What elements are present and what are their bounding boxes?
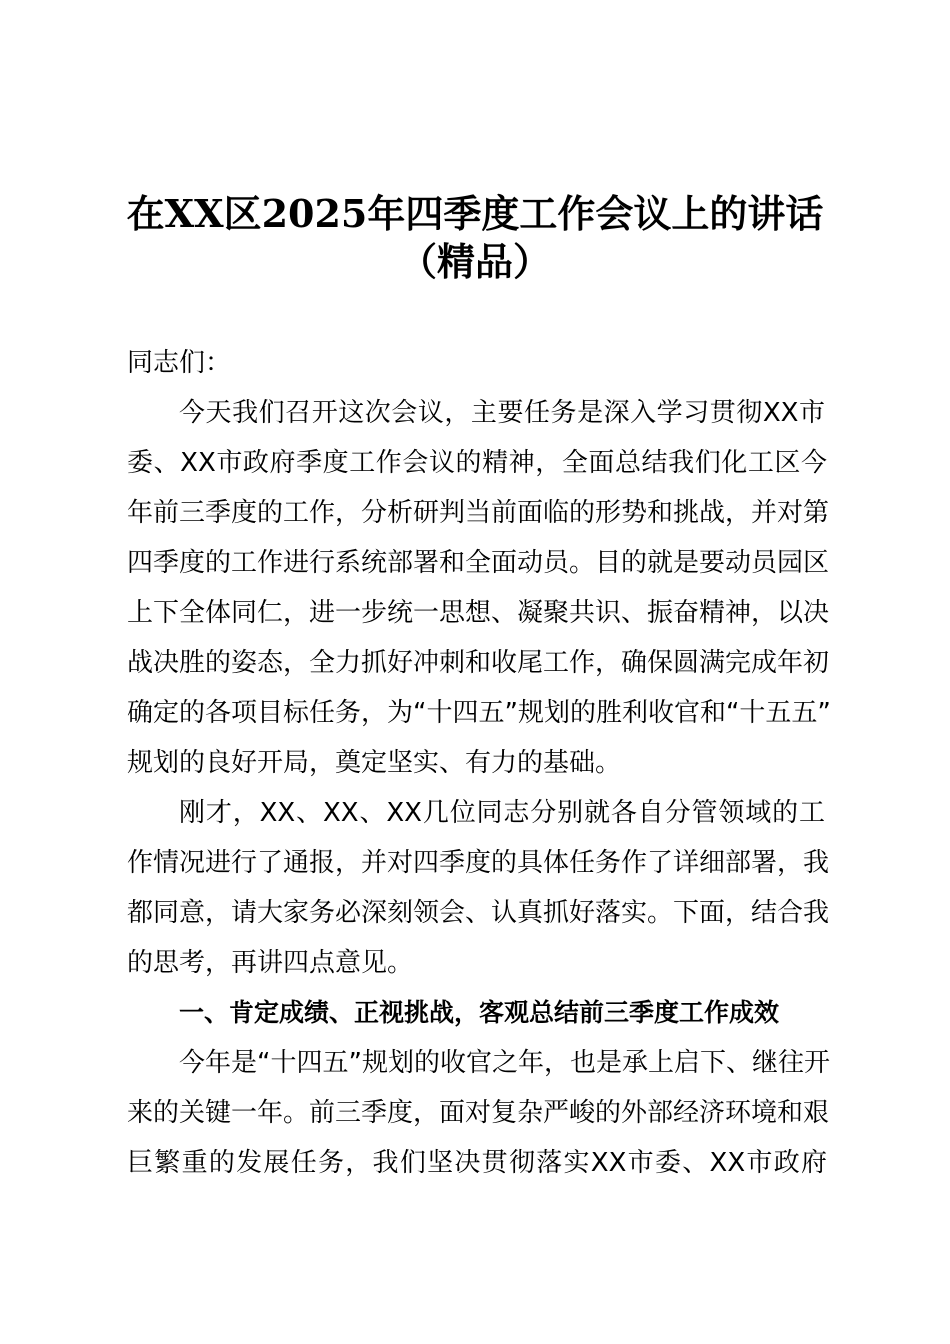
paragraph-line: 委、XX市政府季度工作会议的精神，全面总结我们化工区今	[127, 448, 827, 478]
paragraph-line: 四季度的工作进行系统部署和全面动员。目的就是要动员园区	[127, 548, 830, 578]
document-title-suffix: （精品）	[398, 239, 551, 284]
salutation: 同志们：	[127, 348, 232, 378]
paragraph-line: 今天我们召开这次会议，主要任务是深入学习贯彻XX市	[179, 398, 825, 428]
paragraph-line: 今年是“十四五”规划的收官之年，也是承上启下、继往开	[179, 1048, 830, 1078]
paragraph-line: 作情况进行了通报，并对四季度的具体任务作了详细部署，我	[127, 848, 830, 878]
paragraph-line: 规划的良好开局，奠定坚实、有力的基础。	[127, 748, 622, 778]
paragraph-line: 的思考，再讲四点意见。	[127, 948, 414, 978]
paragraph-line: 年前三季度的工作，分析研判当前面临的形势和挑战，并对第	[127, 498, 830, 528]
paragraph-line: 上下全体同仁，进一步统一思想、凝聚共识、振奋精神，以决	[127, 598, 830, 628]
paragraph-line: 刚才，XX、XX、XX几位同志分别就各自分管领域的工	[179, 798, 825, 828]
document-title: 在XX区2025年四季度工作会议上的讲话	[126, 191, 824, 236]
paragraph-line: 巨繁重的发展任务，我们坚决贯彻落实XX市委、XX市政府	[127, 1148, 827, 1178]
paragraph-line: 战决胜的姿态，全力抓好冲刺和收尾工作，确保圆满完成年初	[127, 648, 830, 678]
paragraph-line: 确定的各项目标任务，为“十四五”规划的胜利收官和“十五五”	[127, 698, 831, 728]
paragraph-line: 来的关键一年。前三季度，面对复杂严峻的外部经济环境和艰	[127, 1098, 830, 1128]
section-heading: 一、肯定成绩、正视挑战，客观总结前三季度工作成效	[179, 998, 780, 1027]
paragraph-line: 都同意，请大家务必深刻领会、认真抓好落实。下面，结合我	[127, 898, 830, 928]
